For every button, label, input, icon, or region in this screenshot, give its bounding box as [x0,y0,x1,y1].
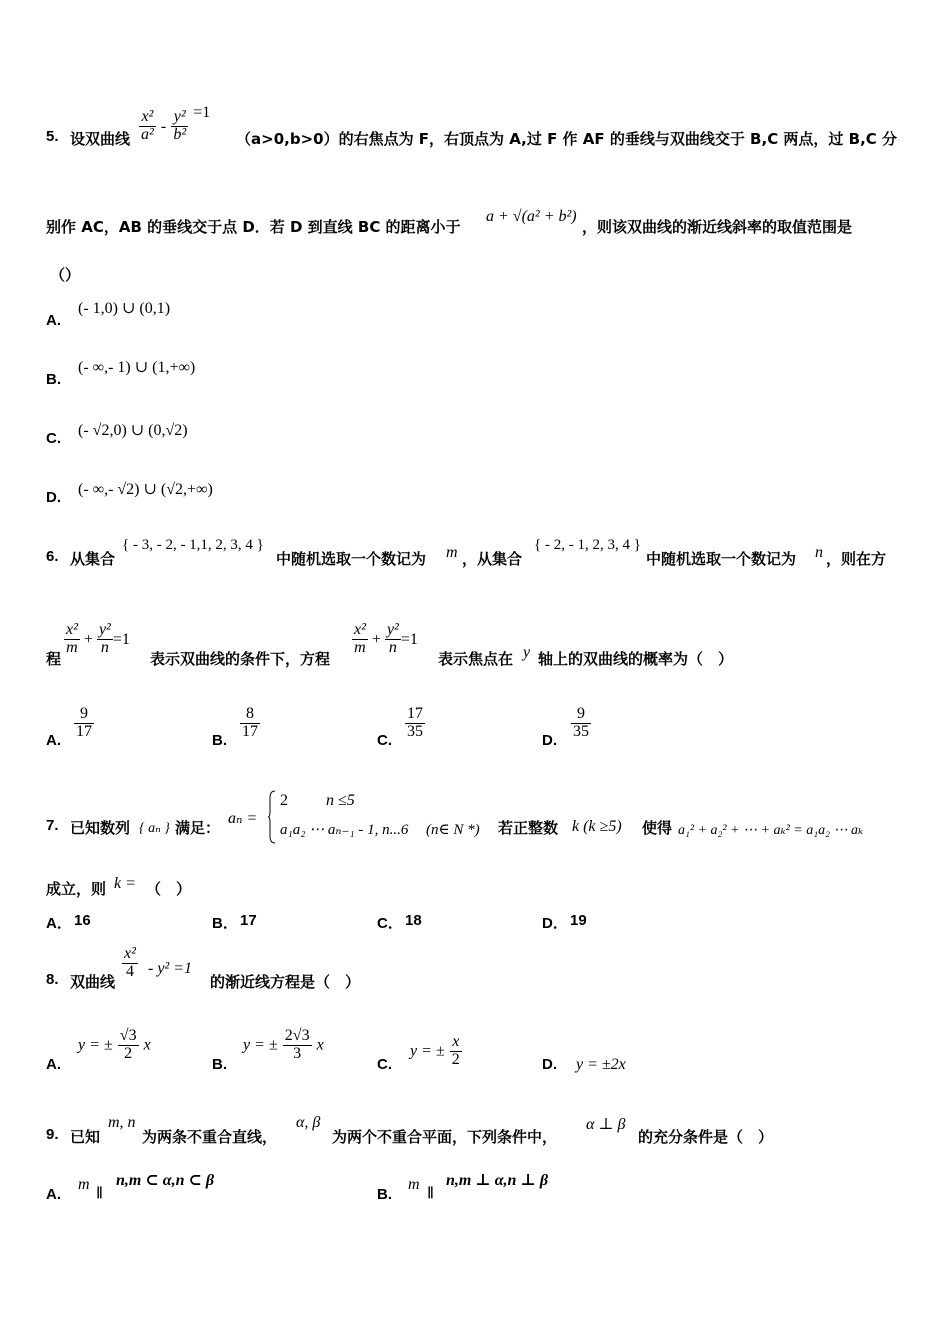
q7-case1-value: 2 [280,792,288,809]
q9-lines: m, n [108,1114,136,1131]
q6-l2d: 轴上的双曲线的概率为（ ） [538,650,734,668]
q9-option-a-m: m [78,1176,90,1193]
q6-option-c: $\frac{17}{35}$ [407,705,423,740]
brace-icon [268,790,276,844]
q6-var-y: y [523,644,531,661]
q6-option-c-label: C. [377,732,392,749]
q9-perp: α ⊥ β [586,1116,626,1133]
q7-case1-cond: n ≤5 [326,792,355,809]
q8-option-c-label: C. [377,1056,392,1073]
q6-l2c: 表示焦点在 [438,650,514,668]
q7-t3: 若正整数 [498,819,559,837]
q5-option-a-label: A. [46,312,61,329]
q5-frac-x: $\frac{\text{x²}}{\text{a²}}$ [141,108,154,143]
q5-number: 5. [46,128,59,145]
q8-option-a: y = ± $\frac{√3}{2}$ x [78,1027,151,1062]
q9-planes: α, β [296,1114,321,1131]
q5-distance-expression: a + √(a² + b²) [486,208,577,225]
q5-option-d-label: D. [46,489,61,506]
q9-t1: 已知 [70,1128,101,1146]
q7-option-d-label: D． [542,915,568,932]
q5-frac-y: $\frac{\text{y²}}{\text{b²}}$ [173,108,187,143]
q5-option-a: (- 1,0) ∪ (0,1) [78,300,171,317]
q6-option-a-label: A. [46,732,61,749]
q6-t1: 从集合 [70,550,116,568]
q9-option-b-label: B. [377,1186,392,1203]
q5-option-d: (- ∞,- √2) ∪ (√2,+∞) [78,481,213,498]
q9-option-b-m: m [408,1176,420,1193]
q5-option-b: (- ∞,- 1) ∪ (1,+∞) [78,359,196,376]
q7-t2: 满足： [175,819,221,837]
q7-option-b-label: B． [212,915,238,932]
q6-option-d: $\frac{9}{35}$ [573,705,589,740]
q8-equation-rest: - y² =1 [148,960,193,977]
q6-var-m: m [446,544,458,561]
q5-intro: 设双曲线 [70,130,131,148]
q6-l2b: 表示双曲线的条件下，方程 [150,650,331,668]
q7-option-d: 19 [570,912,587,929]
q6-option-a: $\frac{9}{17}$ [76,705,92,740]
q8-number: 8. [46,971,59,988]
q7-k-eq: k = [114,875,136,892]
q9-t4: 的充分条件是（ ） [638,1128,774,1146]
q5-line2-end: ，则该双曲线的渐近线斜率的取值范围是 [582,218,853,236]
q9-option-b-parallel: ∥ [427,1186,434,1201]
q7-l2-end: （ ） [146,880,192,898]
q5-option-c: (- √2,0) ∪ (0,√2) [78,422,188,439]
q7-case2-value: a₁a₂ ⋯ aₙ₋₁ - 1, n...6 [280,822,409,838]
q6-equation-2: $\frac{\text{x²}}{m}$ + $\frac{\text{y²}}{n}$ =1 [354,621,418,656]
q7-l2: 成立，则 [46,880,107,898]
q8-t1: 双曲线 [70,973,116,991]
q7-number: 7. [46,817,59,834]
q9-option-a-label: A. [46,1186,61,1203]
q9-t3: 为两个不重合平面，下列条件中， [332,1128,558,1146]
q8-option-b: y = ± $\frac{2√3}{3}$ x [243,1027,324,1062]
q9-option-a: n,m ⊂ α,n ⊂ β [116,1172,215,1189]
q6-t4: 中随机选取一个数记为 [646,550,797,568]
q8-option-c: y = ± $\frac{x}{2}$ [410,1033,460,1068]
q7-an-def: aₙ = [228,810,258,827]
q6-t5: ，则在方 [826,550,887,568]
q8-option-d-label: D. [542,1056,557,1073]
q9-number: 9. [46,1126,59,1143]
q7-t4: 使得 [642,819,673,837]
q7-option-a-label: A． [46,915,72,932]
q6-number: 6. [46,548,59,565]
q7-option-a: 16 [74,912,91,929]
q5-line2: 别作 AC，AB 的垂线交于点 D．若 D 到直线 BC 的距离小于 [46,218,461,236]
q8-option-b-label: B. [212,1056,227,1073]
q6-t3: ，从集合 [462,550,523,568]
q5-condition: （a>0,b>0）的右焦点为 F，右顶点为 A,过 F 作 AF 的垂线与双曲线交于 B,C 两点，过 B,C 分 [236,130,898,148]
q7-identity: a₁² + a₂² + ⋯ + aₖ² = a₁a₂ ⋯ aₖ [678,823,864,838]
q7-k-condition: k (k ≥5) [572,818,622,835]
q6-set2: { - 2, - 1, 2, 3, 4 } [534,537,641,553]
q6-equation-1: $\frac{\text{x²}}{m}$ + $\frac{\text{y²}}{n}$ =1 [66,621,130,656]
q6-var-n: n [815,544,823,561]
q7-option-c: 18 [405,912,422,929]
q6-option-b: $\frac{8}{17}$ [242,705,258,740]
q5-option-c-label: C. [46,430,61,447]
q9-t2: 为两条不重合直线， [142,1128,278,1146]
q7-sequence: { aₙ } [139,821,170,836]
q8-frac: $\frac{\text{x²}}{4}$ [124,945,136,980]
q8-option-a-label: A. [46,1056,61,1073]
q9-option-a-parallel: ∥ [96,1186,103,1201]
q6-set1: { - 3, - 2, - 1,1, 2, 3, 4 } [122,537,264,553]
q9-option-b: n,m ⊥ α,n ⊥ β [446,1172,549,1189]
q5-option-b-label: B. [46,371,61,388]
q5-answer-paren: （） [50,266,81,284]
q5-hyperbola-equation: $\frac{\text{x²}}{\text{a²}}$ - $\frac{\text{y²}}{\text{b²}}$ =1 [141,104,211,143]
q7-option-b: 17 [240,912,257,929]
q8-option-d: y = ±2x [576,1056,626,1073]
q7-brace [268,790,276,844]
q6-option-b-label: B. [212,732,227,749]
q6-l2a: 程 [46,650,62,668]
q7-case2-cond: (n∈ N *) [426,822,480,838]
q7-option-c-label: C． [377,915,403,932]
q6-option-d-label: D. [542,732,557,749]
q7-t1: 已知数列 [70,819,131,837]
q8-t2: 的渐近线方程是（ ） [210,973,361,991]
q6-t2: 中随机选取一个数记为 [276,550,427,568]
